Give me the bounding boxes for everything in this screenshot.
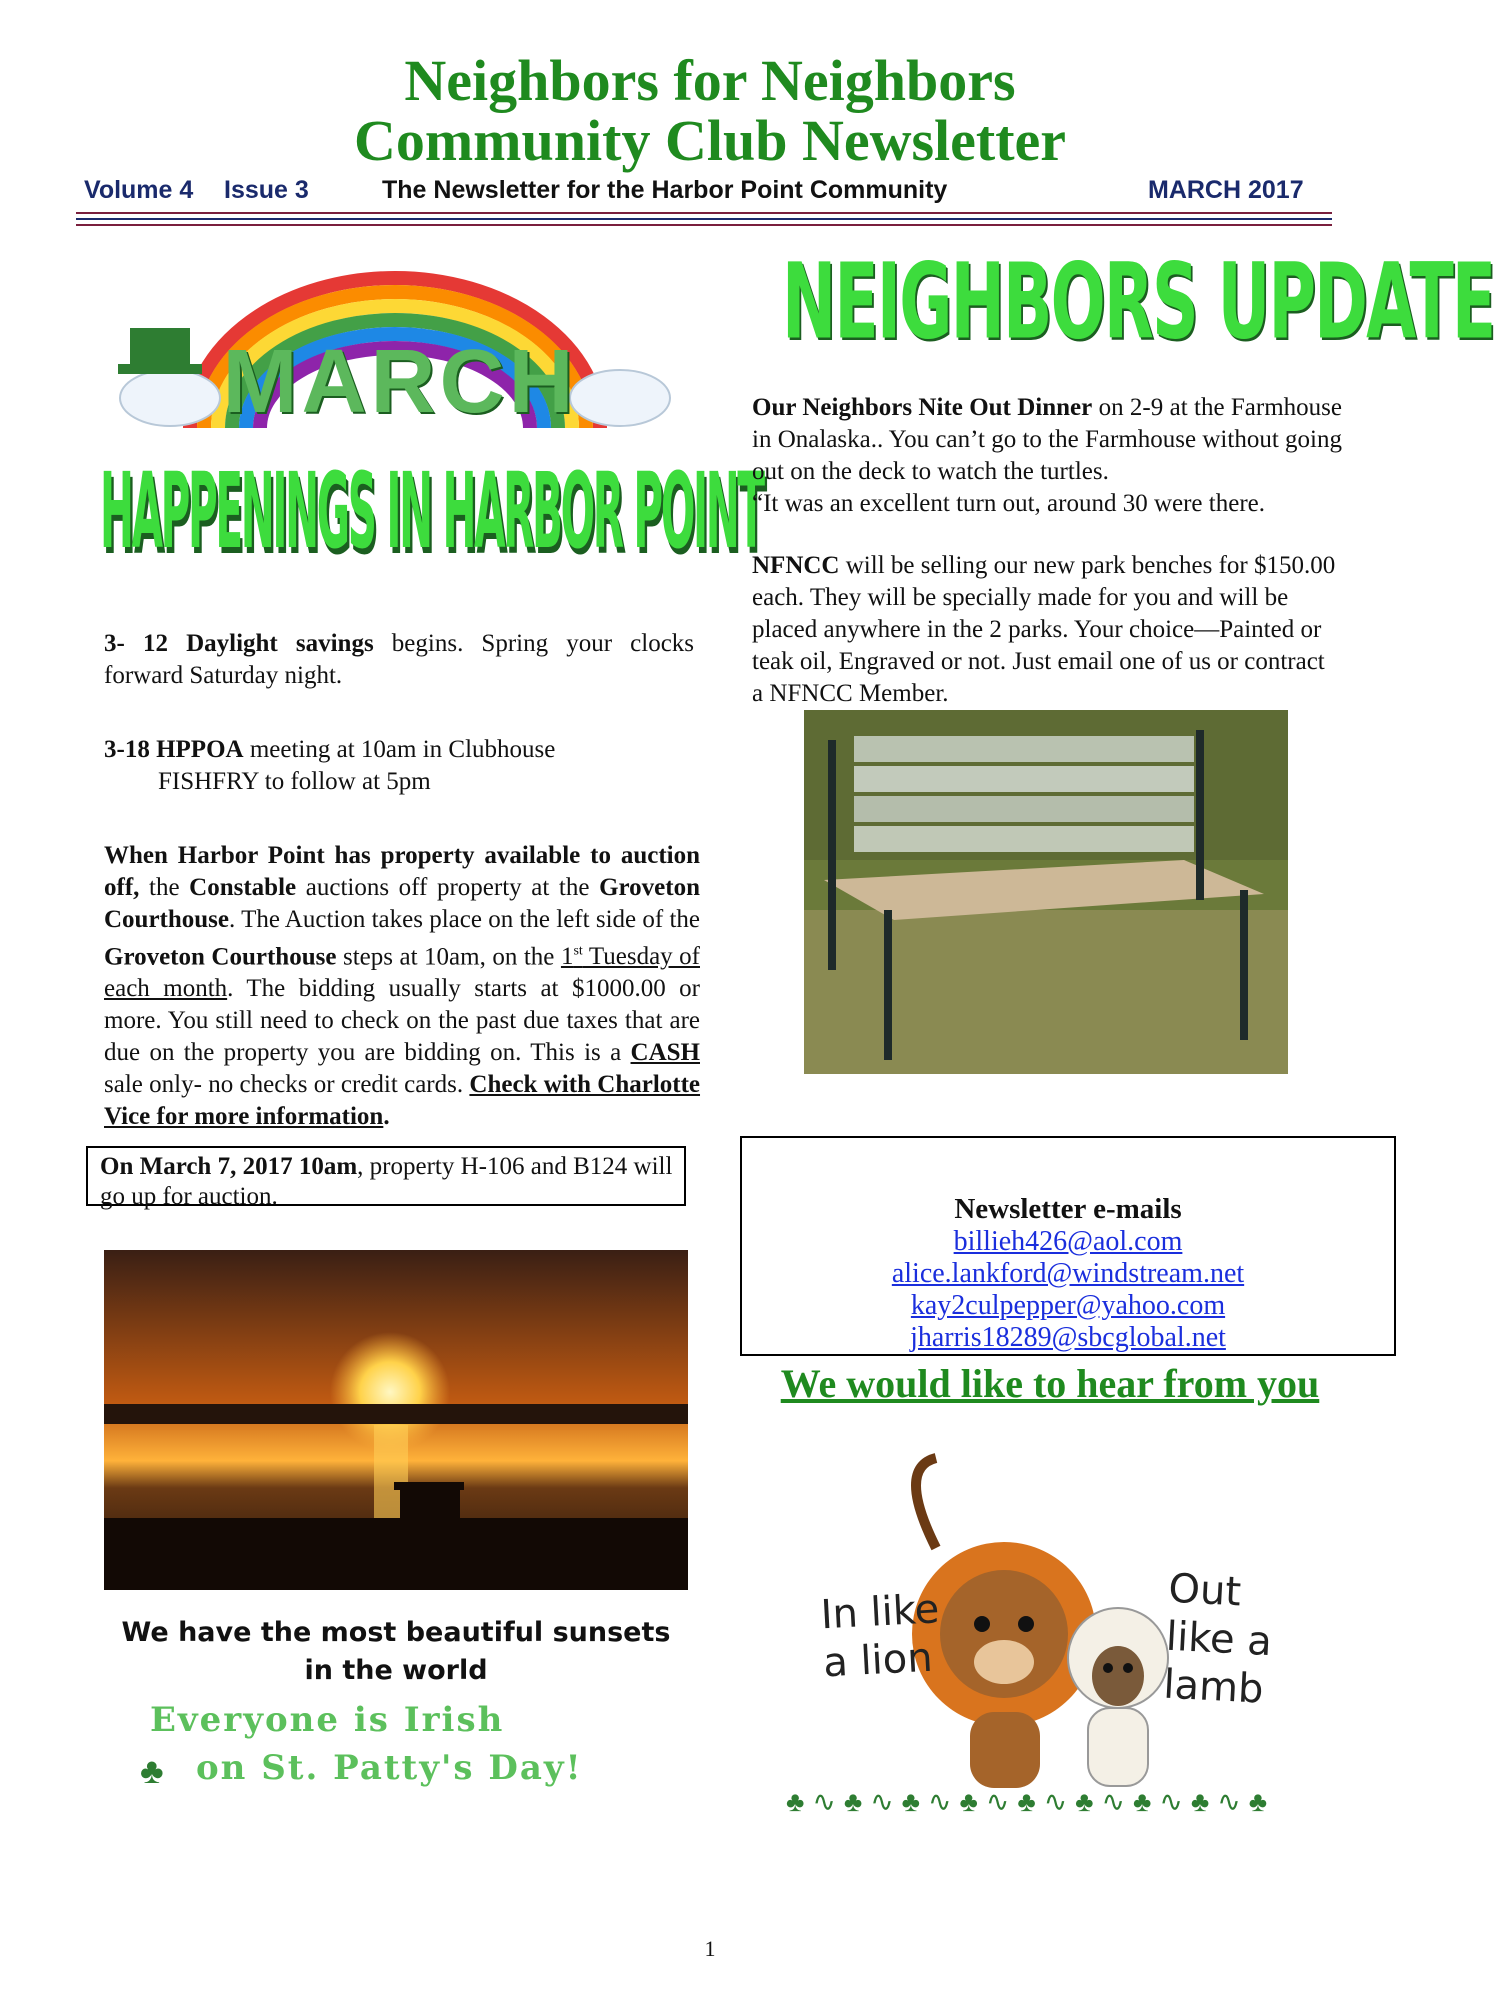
dinner-title: Our Neighbors Nite Out Dinner	[752, 394, 1093, 421]
sunset-photo	[104, 1250, 688, 1590]
auction-text: auctions off property at the	[296, 874, 600, 901]
auction-notice-date: On March 7, 2017 10am	[100, 1153, 358, 1180]
auction-tuesday: Tuesday of each month	[104, 943, 700, 1003]
bench-org: NFNCC	[752, 552, 840, 579]
header-rule-navy	[76, 218, 1332, 220]
newsletter-title-line2: Community Club Newsletter	[353, 108, 1067, 173]
bench-paragraph	[752, 550, 1342, 710]
auction-courthouse: Groveton Courthouse	[104, 874, 700, 933]
lamb-caption: Out like a lamb	[1162, 1565, 1273, 1713]
shamrock-icon: ♣	[140, 1751, 164, 1791]
happenings-graphic-text: HAPPENINGS IN HARBOR POINT	[100, 453, 763, 573]
irish-graphic	[126, 1700, 666, 1810]
bench-text: will be selling our new park benches for $150.00 each. They will be specially made for you and will be placed anywhere in the 2 parks. Your choice—Painted or teak oil, Engraved or not. Just email one of us or contract a NFNCC Member.	[752, 552, 1336, 707]
auction-lead: When Harbor Point has property available to auction off,	[104, 842, 700, 901]
dinner-paragraph	[752, 392, 1342, 520]
lion-lamb-graphic	[786, 1448, 1306, 1828]
march-graphic-text: MARCH	[222, 332, 578, 432]
auction-notice-box	[86, 1146, 686, 1210]
dinner-quote: “It was an excellent turn out, around 30 were there.	[752, 490, 1265, 517]
masthead-infobar	[84, 176, 1329, 210]
event-text-2: FISHFRY to follow at 5pm	[158, 768, 431, 795]
page-number: 1	[704, 1936, 716, 1961]
bench-photo	[804, 710, 1288, 1074]
auction-paragraph	[104, 840, 700, 1133]
irish-line1: Everyone is Irish	[150, 1700, 505, 1740]
event-daylight-savings	[104, 628, 694, 692]
event-title: Daylight savings	[186, 630, 374, 657]
newsletter-title-line1: Neighbors for Neighbors	[404, 48, 1016, 113]
sunset-image	[104, 1250, 688, 1590]
auction-st: st	[573, 944, 583, 959]
auction-text: steps at 10am, on the	[336, 943, 561, 971]
irish-line2: on St. Patty's Day!	[196, 1748, 583, 1788]
neighbors-update-graphic: NEIGHBORS UPDATE	[782, 240, 1494, 362]
shamrock-border-icon: ♣∿♣∿♣∿♣∿♣∿♣∿♣∿♣∿♣	[786, 1787, 1276, 1818]
auction-text: sale only- no checks or credit cards.	[104, 1071, 464, 1099]
tagline: The Newsletter for the Harbor Point Community	[382, 176, 948, 204]
hear-from-you-heading: We would like to hear from you	[780, 1361, 1320, 1406]
auction-text: . The Auction takes place on the left side of the	[229, 906, 700, 933]
auction-text: . The bidding usually starts at $1000.00 or more. You still need to check on the past due taxes that are due on the property you are bidding on. This is a	[104, 975, 700, 1067]
sunset-caption	[104, 1614, 688, 1690]
auction-period: .	[383, 1103, 390, 1131]
header-rule-maroon	[76, 212, 1332, 214]
newsletter-emails-box	[740, 1136, 1396, 1356]
auction-text: the	[139, 874, 190, 901]
email-link-billieh[interactable]: billieh426@aol.com	[953, 1226, 1183, 1257]
email-link-kay[interactable]: kay2culpepper@yahoo.com	[910, 1290, 1226, 1321]
issue-date: MARCH 2017	[1148, 176, 1304, 204]
lion-caption: In like a lion	[819, 1586, 941, 1687]
auction-notice-text: , property H-106 and B124 will go up for auction.	[100, 1153, 673, 1210]
dinner-text: on 2-9 at the Farmhouse in Onalaska.. You can’t go to the Farmhouse without going out on the deck to watch the turtles.	[752, 394, 1342, 485]
volume-label: Volume 4	[84, 176, 194, 204]
auction-contact: Check with Charlotte Vice for more information	[104, 1071, 701, 1131]
bench-image	[804, 710, 1288, 1074]
event-text: meeting at 10am in Clubhouse	[243, 736, 556, 763]
event-date: 3- 12	[104, 630, 168, 657]
emails-title: Newsletter e-mails	[954, 1193, 1182, 1225]
email-link-alice[interactable]: alice.lankford@windstream.net	[891, 1258, 1245, 1289]
sunset-caption-line2: in the world	[304, 1655, 488, 1686]
event-text: begins. Spring your clocks forward Saturday night.	[104, 630, 695, 689]
auction-courthouse: Groveton Courthouse	[104, 943, 337, 971]
event-hppoa-meeting	[104, 734, 694, 798]
event-title: HPPOA	[149, 736, 244, 763]
sunset-caption-line1: We have the most beautiful sunsets	[121, 1617, 671, 1648]
auction-first: 1	[560, 943, 574, 971]
event-date: 3-18	[104, 736, 150, 763]
auction-constable: Constable	[189, 874, 297, 901]
issue-label: Issue 3	[224, 176, 309, 204]
email-link-jharris[interactable]: jharris18289@sbcglobal.net	[910, 1322, 1226, 1353]
auction-cash: CASH	[630, 1039, 700, 1067]
